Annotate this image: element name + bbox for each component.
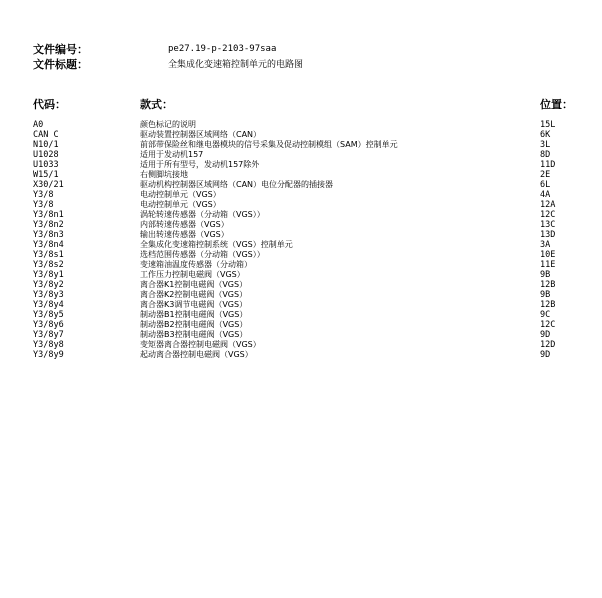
row-description: 适用于所有型号，发动机157除外: [140, 160, 260, 169]
row-description: 适用于发动机157: [140, 150, 204, 159]
row-position: 3A: [540, 240, 551, 250]
row-description: 全集成化变速箱控制系统（VGS）控制单元: [140, 240, 293, 249]
row-code: Y3/8y3: [33, 290, 64, 300]
row-position: 12C: [540, 210, 556, 220]
table-row: [0, 300, 602, 310]
file-number-value: pe27.19-p-2103-97saa: [168, 43, 277, 54]
table-row: [0, 350, 602, 360]
row-position: 12B: [540, 300, 556, 310]
row-description: 驱动机构控制器区域网络（CAN）电位分配器的插接器: [140, 180, 334, 189]
row-description: 电动控制单元（VGS）: [140, 190, 221, 199]
row-description: 离合器K1控制电磁阀（VGS）: [140, 280, 248, 289]
file-title-label: 文件标题：: [33, 57, 88, 71]
file-title-value: 全集成化变速箱控制单元的电路图: [168, 60, 304, 70]
table-header: [0, 96, 602, 110]
table-row: [0, 260, 602, 270]
row-position: 4A: [540, 190, 551, 200]
table-row: [0, 210, 602, 220]
row-position: 9D: [540, 350, 551, 360]
row-position: 9D: [540, 330, 551, 340]
row-position: 10E: [540, 250, 556, 260]
row-position: 6L: [540, 180, 551, 190]
table-row: [0, 310, 602, 320]
table-row: [0, 150, 602, 160]
row-position: 12C: [540, 320, 556, 330]
row-position: 13C: [540, 220, 556, 230]
row-description: 内部转速传感器（VGS）: [140, 220, 229, 229]
row-position: 13D: [540, 230, 556, 240]
row-code: Y3/8n4: [33, 240, 64, 250]
row-description: 制动器B3控制电磁阀（VGS）: [140, 330, 248, 339]
table-row: [0, 240, 602, 250]
row-code: U1028: [33, 150, 59, 160]
header-style: 款式：: [140, 98, 173, 111]
table-row: [0, 160, 602, 170]
row-code: Y3/8y6: [33, 320, 64, 330]
row-code: Y3/8y2: [33, 280, 64, 290]
table-row: [0, 220, 602, 230]
table-row: [0, 170, 602, 180]
file-title-row: [33, 56, 303, 71]
table-row: [0, 330, 602, 340]
row-description: 前部带保险丝和继电器模块的信号采集及促动控制模组（SAM）控制单元: [140, 140, 398, 149]
row-code: Y3/8n3: [33, 230, 64, 240]
row-code: Y3/8s1: [33, 250, 64, 260]
row-position: 11E: [540, 260, 556, 270]
table-row: [0, 280, 602, 290]
row-code: Y3/8y1: [33, 270, 64, 280]
row-description: 右侧脚坑接地: [140, 170, 188, 179]
row-position: 12A: [540, 200, 556, 210]
row-position: 15L: [540, 120, 556, 130]
table-row: [0, 320, 602, 330]
row-description: 离合器K3调节电磁阀（VGS）: [140, 300, 248, 309]
row-code: Y3/8y7: [33, 330, 64, 340]
row-position: 12D: [540, 340, 556, 350]
table-row: [0, 200, 602, 210]
row-description: 工作压力控制电磁阀（VGS）: [140, 270, 245, 279]
row-description: 制动器B2控制电磁阀（VGS）: [140, 320, 248, 329]
row-description: 起动离合器控制电磁阀（VGS）: [140, 350, 253, 359]
table-row: [0, 180, 602, 190]
row-description: 选档范围传感器（分动箱（VGS））: [140, 250, 265, 259]
row-description: 制动器B1控制电磁阀（VGS）: [140, 310, 248, 319]
row-description: 变矩器离合器控制电磁阀（VGS）: [140, 340, 261, 349]
table-row: [0, 230, 602, 240]
row-code: Y3/8y4: [33, 300, 64, 310]
row-position: 9C: [540, 310, 551, 320]
row-code: Y3/8y9: [33, 350, 64, 360]
table-row: [0, 340, 602, 350]
row-position: 9B: [540, 290, 551, 300]
row-position: 2E: [540, 170, 551, 180]
row-code: Y3/8y5: [33, 310, 64, 320]
document-meta: [33, 41, 303, 71]
row-code: U1033: [33, 160, 59, 170]
file-number-label: 文件编号：: [33, 42, 88, 56]
file-number-row: [33, 41, 303, 56]
row-description: 电动控制单元（VGS）: [140, 200, 221, 209]
row-position: 12B: [540, 280, 556, 290]
row-code: A0: [33, 120, 44, 130]
row-description: 输出转速传感器（VGS）: [140, 230, 229, 239]
row-code: CAN C: [33, 130, 59, 140]
row-description: 涡轮转速传感器（分动箱（VGS））: [140, 210, 265, 219]
row-position: 11D: [540, 160, 556, 170]
table-row: [0, 250, 602, 260]
row-code: N10/1: [33, 140, 59, 150]
table-row: [0, 290, 602, 300]
header-code: 代码：: [33, 98, 66, 111]
component-table: [0, 120, 602, 360]
row-description: 驱动装置控制器区域网络（CAN）: [140, 130, 262, 139]
row-position: 8D: [540, 150, 551, 160]
row-code: Y3/8y8: [33, 340, 64, 350]
row-code: Y3/8n2: [33, 220, 64, 230]
row-code: X30/21: [33, 180, 64, 190]
table-row: [0, 140, 602, 150]
table-row: [0, 270, 602, 280]
header-position: 位置：: [540, 98, 573, 111]
table-row: [0, 120, 602, 130]
table-row: [0, 130, 602, 140]
row-position: 6K: [540, 130, 551, 140]
row-code: Y3/8: [33, 200, 54, 210]
row-code: Y3/8s2: [33, 260, 64, 270]
table-row: [0, 190, 602, 200]
row-code: Y3/8: [33, 190, 54, 200]
row-description: 颜色标记的说明: [140, 120, 196, 129]
row-position: 9B: [540, 270, 551, 280]
row-description: 变速箱油温度传感器（分动箱）: [140, 260, 252, 269]
row-position: 3L: [540, 140, 551, 150]
row-description: 离合器K2控制电磁阀（VGS）: [140, 290, 248, 299]
row-code: W15/1: [33, 170, 59, 180]
row-code: Y3/8n1: [33, 210, 64, 220]
